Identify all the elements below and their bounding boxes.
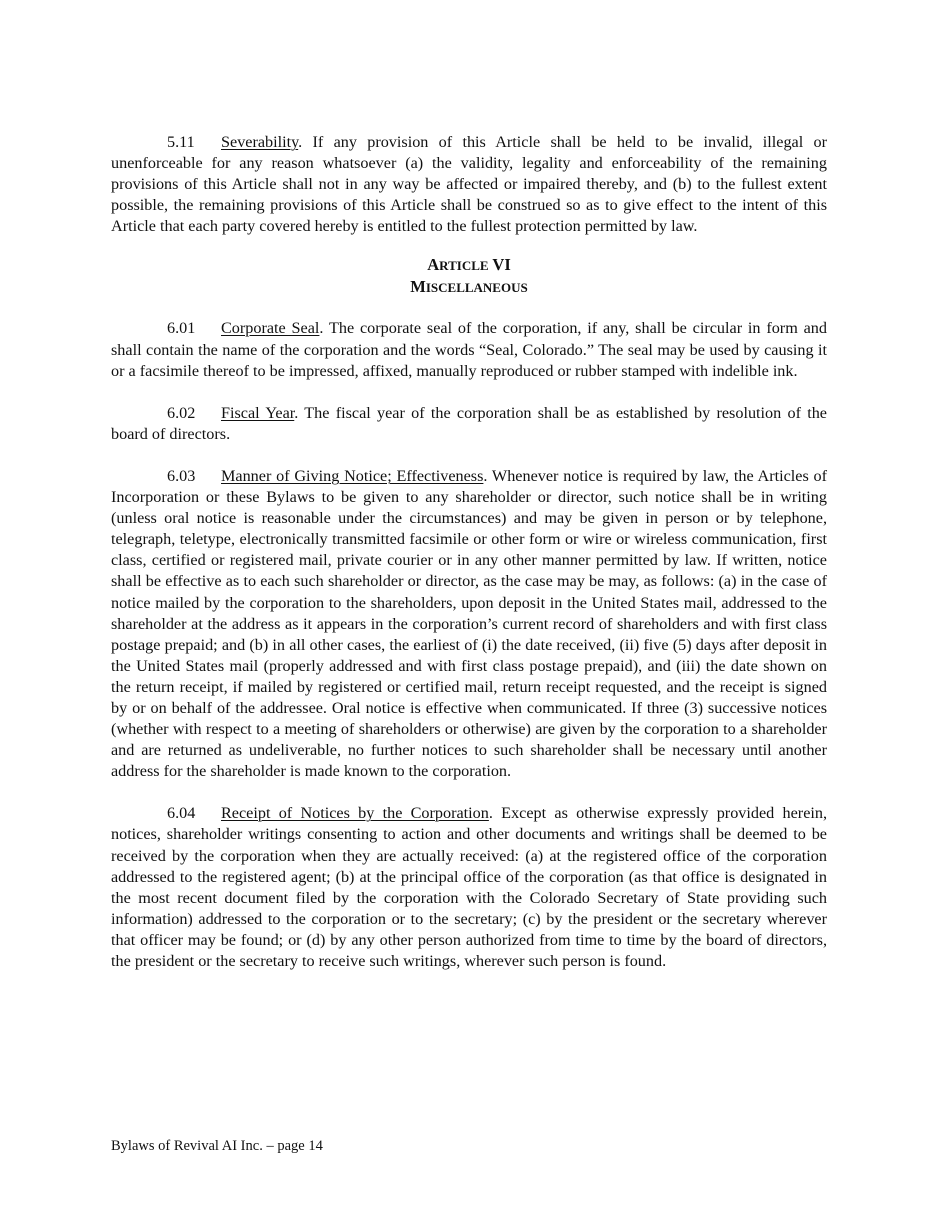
section-body: . If any provision of this Article shall be held to be invalid, illegal or unenforceable for any reason whatsoever (a) the validity, legality and enforceability of the remaining provisions of this Article shall not in any way be affected or impaired thereby, and (b) to the fullest extent possible, the remaining provisions of this Article shall be construed so as to give effect to the intent of this Article that each party covered hereby is entitled to the fullest protection permitted by law. [111,133,827,236]
section-number: 6.03 [167,466,196,485]
section-number: 6.02 [167,403,196,422]
section-body: . The corporate seal of the corporation, if any, shall be circular in form and shall contain the name of the corporation and the words “Seal, Colorado.” The seal may be used by causing it or a facsimile thereof to be impressed, affixed, manually reproduced or rubber stamped with indelible ink. [111,319,827,380]
section-heading: Fiscal Year [221,403,295,422]
section-heading: Severability [221,133,299,151]
section-number: 5.11 [167,133,195,151]
article-title: ARTICLE VI [427,255,511,275]
section-body: . The fiscal year of the corporation shall be as established by resolution of the board of directors. [111,403,827,443]
section-6-01 [111,318,827,381]
section-heading: Manner of Giving Notice; Effectiveness [221,466,484,485]
section-6-04 [111,803,827,972]
section-6-02 [111,403,827,445]
section-body: . Except as otherwise expressly provided herein, notices, shareholder writings consenting to action and other documents and writings shall be deemed to be received by the corporation when they are actually received: (a) at the registered office of the corporation addressed to the registered agent; (b) at the principal office of the corporation (as that office is designated in the most recent document filed by the corporation with the Colorado Secretary of State providing such information) addressed to the corporation or to the secretary; (c) by the president or the secretary wherever that officer may be found; or (d) by any other person authorized from time to time by the board of directors, the president or the secretary to receive such writings, wherever such person is found. [111,804,828,970]
section-5-11 [111,132,827,237]
article-subtitle: MISCELLANEOUS [410,277,528,297]
page-footer: Bylaws of Revival AI Inc. – page 14 [111,1138,323,1154]
section-number: 6.04 [167,804,196,823]
document-page [111,132,827,972]
section-body: . Whenever notice is required by law, the Articles of Incorporation or these Bylaws to be given to any shareholder or director, such notice shall be in writing (unless oral notice is reasonable under the circumstances) and may be given in person or by telephone, telegraph, teletype, electronically transmitted facsimile or other form or wire or wireless communication, first class, certified or registered mail, private courier or in any other manner permitted by law. If written, notice shall be effective as to each such shareholder or director, as the case may be may, as follows: (a) in the case of notice mailed by the corporation to the shareholders, upon deposit in the United States mail, addressed to the shareholder at the address as it appears in the corporation’s current record of shareholders and with first class postage prepaid; and (b) in all other cases, the earliest of (i) the date received, (ii) five (5) days after deposit in the United States mail (properly addressed and with first class postage prepaid), and (iii) the date shown on the return receipt, if mailed by registered or certified mail, return receipt requested, and the receipt is signed by or on behalf of the addressee. Oral notice is effective when communicated. If three (3) successive notices (whether with respect to a meeting of shareholders or otherwise) are given by the corporation to a shareholder and are returned as undeliverable, no further notices to such shareholder shall be necessary until another address for the shareholder is made known to the corporation. [111,466,827,781]
section-number: 6.01 [167,319,196,338]
section-heading: Corporate Seal [221,319,320,338]
section-heading: Receipt of Notices by the Corporation [221,804,489,823]
section-6-03 [111,466,827,782]
